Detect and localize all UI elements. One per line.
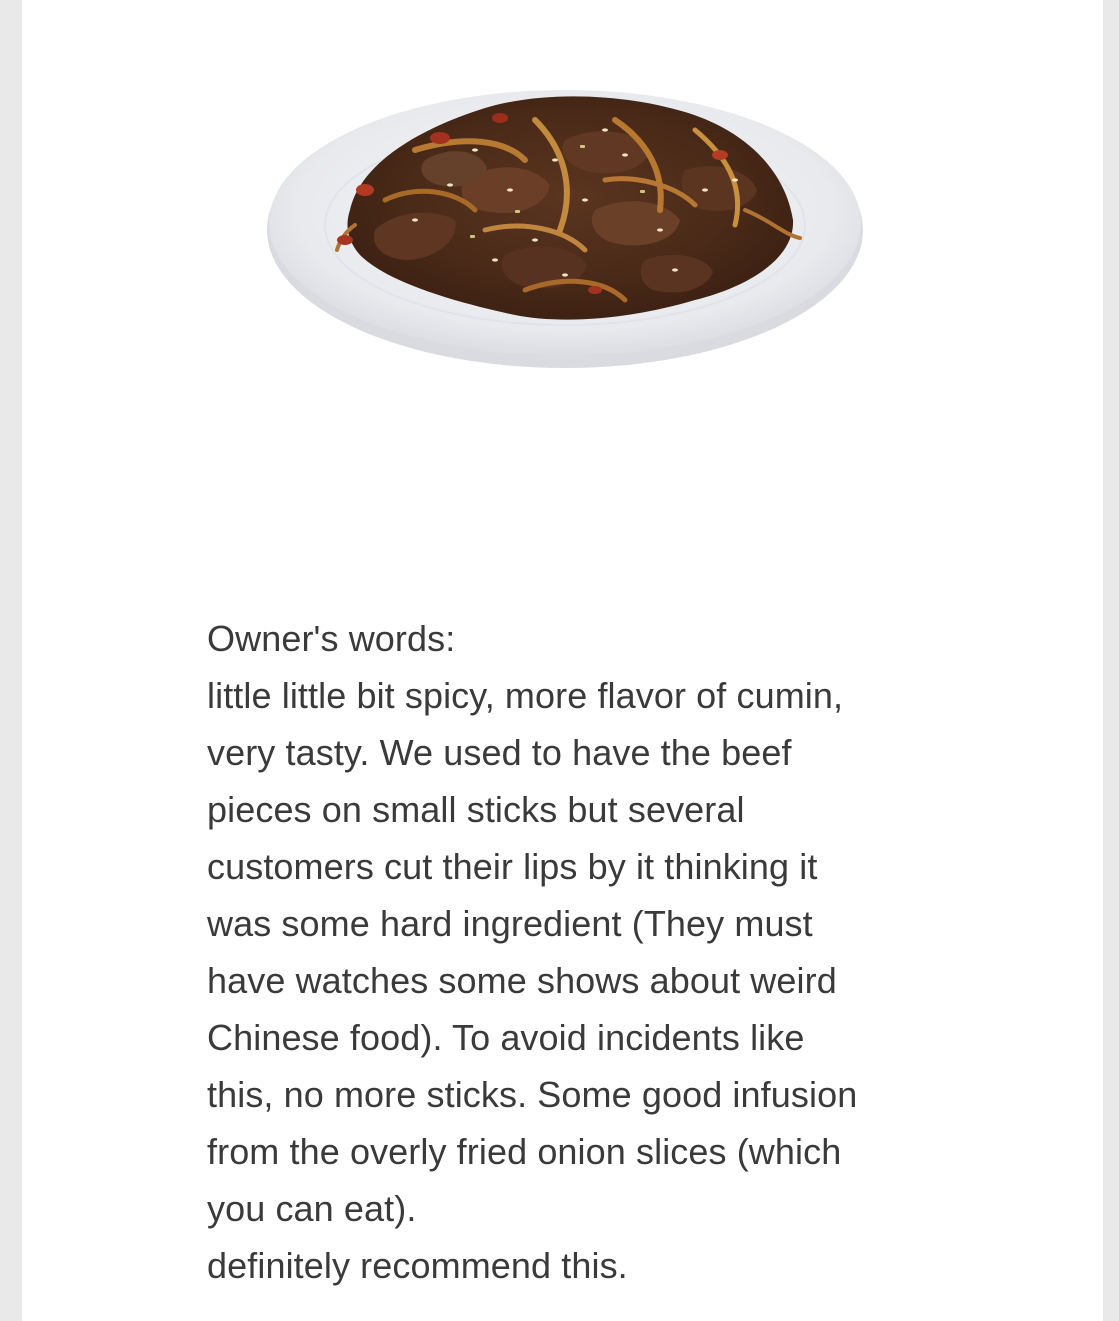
description-line: pieces on small sticks but several xyxy=(207,789,745,830)
description-closing: definitely recommend this. xyxy=(207,1245,628,1286)
description-line: little little bit spicy, more flavor of cumin, xyxy=(207,675,844,716)
beef-dish-illustration xyxy=(265,60,865,380)
description-heading: Owner's words: xyxy=(207,618,456,659)
dish-image xyxy=(265,60,865,380)
description-line: Chinese food). To avoid incidents like xyxy=(207,1017,805,1058)
description-line: was some hard ingredient (They must xyxy=(207,903,813,944)
description-line: from the overly fried onion slices (which xyxy=(207,1131,842,1172)
description-line: have watches some shows about weird xyxy=(207,960,837,1001)
content-page xyxy=(22,0,1103,1321)
description-line: customers cut their lips by it thinking it xyxy=(207,846,818,887)
description-line: this, no more sticks. Some good infusion xyxy=(207,1074,858,1115)
description-line: very tasty. We used to have the beef xyxy=(207,732,792,773)
owner-description xyxy=(207,610,927,1294)
description-line: you can eat). xyxy=(207,1188,417,1229)
